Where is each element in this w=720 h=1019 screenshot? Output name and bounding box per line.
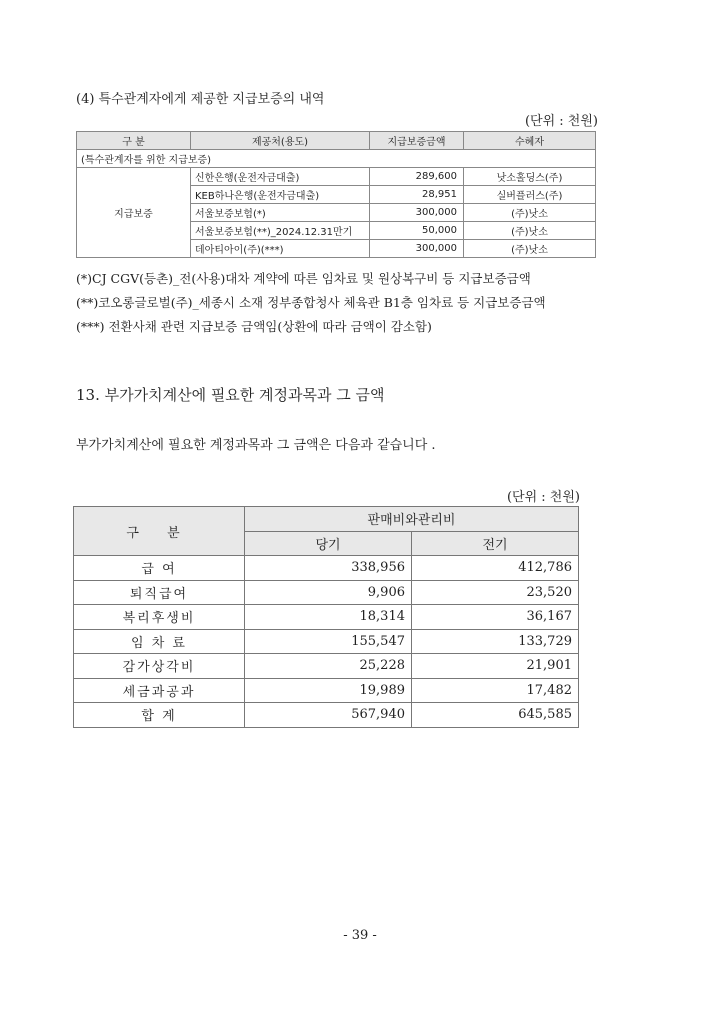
current-value: 18,314 <box>245 605 412 630</box>
beneficiary-cell: (주)낫소 <box>464 204 596 222</box>
header-division: 구 분 <box>77 132 191 150</box>
account-label: 복리후생비 <box>74 605 245 630</box>
header-beneficiary: 수혜자 <box>464 132 596 150</box>
section4-unit: (단위 : 천원) <box>524 114 598 129</box>
beneficiary-cell: (주)낫소 <box>464 240 596 258</box>
total-row <box>74 703 579 728</box>
provider-cell: 신한은행(운전자금대출) <box>191 168 370 186</box>
table-row <box>74 605 579 630</box>
group-row <box>77 150 596 168</box>
section4-title: (4) 특수관계자에게 제공한 지급보증의 내역 <box>76 92 325 107</box>
current-value: 155,547 <box>245 629 412 654</box>
section13-title: 13. 부가가치계산에 필요한 계정과목과 그 금액 <box>76 386 385 404</box>
footnotes <box>76 267 546 339</box>
provider-cell: 서울보증보험(**)_2024.12.31만기 <box>191 222 370 240</box>
account-label: 감가상각비 <box>74 654 245 679</box>
expense-header-row <box>74 507 579 532</box>
account-label: 퇴직급여 <box>74 580 245 605</box>
prior-value: 17,482 <box>412 678 579 703</box>
current-value: 19,989 <box>245 678 412 703</box>
provider-cell: 데아티아이(주)(***) <box>191 240 370 258</box>
prior-value: 36,167 <box>412 605 579 630</box>
amount-cell: 300,000 <box>370 240 464 258</box>
account-label: 급 여 <box>74 556 245 581</box>
page-number: - 39 - <box>343 928 377 943</box>
beneficiary-cell: 낫소홀딩스(주) <box>464 168 596 186</box>
table-row <box>74 629 579 654</box>
header-division: 구 분 <box>74 507 245 556</box>
prior-value: 412,786 <box>412 556 579 581</box>
current-value: 25,228 <box>245 654 412 679</box>
guarantee-header-row <box>77 132 596 150</box>
category-cell: 지급보증 <box>77 168 191 258</box>
amount-cell: 300,000 <box>370 204 464 222</box>
provider-cell: 서울보증보험(*) <box>191 204 370 222</box>
footnote: (***) 전환사채 관련 지급보증 금액임(상환에 따라 금액이 감소함) <box>76 319 432 334</box>
amount-cell: 289,600 <box>370 168 464 186</box>
header-group: 판매비와관리비 <box>245 507 579 532</box>
amount-cell: 50,000 <box>370 222 464 240</box>
provider-cell: KEB하나은행(운전자금대출) <box>191 186 370 204</box>
current-value: 338,956 <box>245 556 412 581</box>
header-amount: 지급보증금액 <box>370 132 464 150</box>
guarantee-table <box>76 131 596 258</box>
beneficiary-cell: (주)낫소 <box>464 222 596 240</box>
section13-intro: 부가가치계산에 필요한 계정과목과 그 금액은 다음과 같습니다 . <box>76 438 436 453</box>
section13-unit: (단위 : 천원) <box>506 490 580 505</box>
amount-cell: 28,951 <box>370 186 464 204</box>
footnote: (*)CJ CGV(등촌)_전(사용)대차 계약에 따른 임차료 및 원상복구비 등 지급보증금액 <box>76 271 531 286</box>
header-prior: 전기 <box>412 531 579 556</box>
prior-value: 645,585 <box>412 703 579 728</box>
table-row <box>74 556 579 581</box>
expense-table <box>73 506 579 728</box>
beneficiary-cell: 실버플러스(주) <box>464 186 596 204</box>
prior-value: 23,520 <box>412 580 579 605</box>
current-value: 567,940 <box>245 703 412 728</box>
current-value: 9,906 <box>245 580 412 605</box>
group-label: (특수관계자를 위한 지급보증) <box>77 150 596 168</box>
account-label: 세금과공과 <box>74 678 245 703</box>
table-row <box>77 168 596 186</box>
header-provider: 제공처(용도) <box>191 132 370 150</box>
prior-value: 133,729 <box>412 629 579 654</box>
header-current: 당기 <box>245 531 412 556</box>
account-label: 임 차 료 <box>74 629 245 654</box>
table-row <box>74 654 579 679</box>
footnote: (**)코오롱글로벌(주)_세종시 소재 정부종합청사 체육관 B1층 임차료 등 지급보증금액 <box>76 295 546 310</box>
table-row <box>74 580 579 605</box>
table-row <box>74 678 579 703</box>
prior-value: 21,901 <box>412 654 579 679</box>
account-label: 합 계 <box>74 703 245 728</box>
